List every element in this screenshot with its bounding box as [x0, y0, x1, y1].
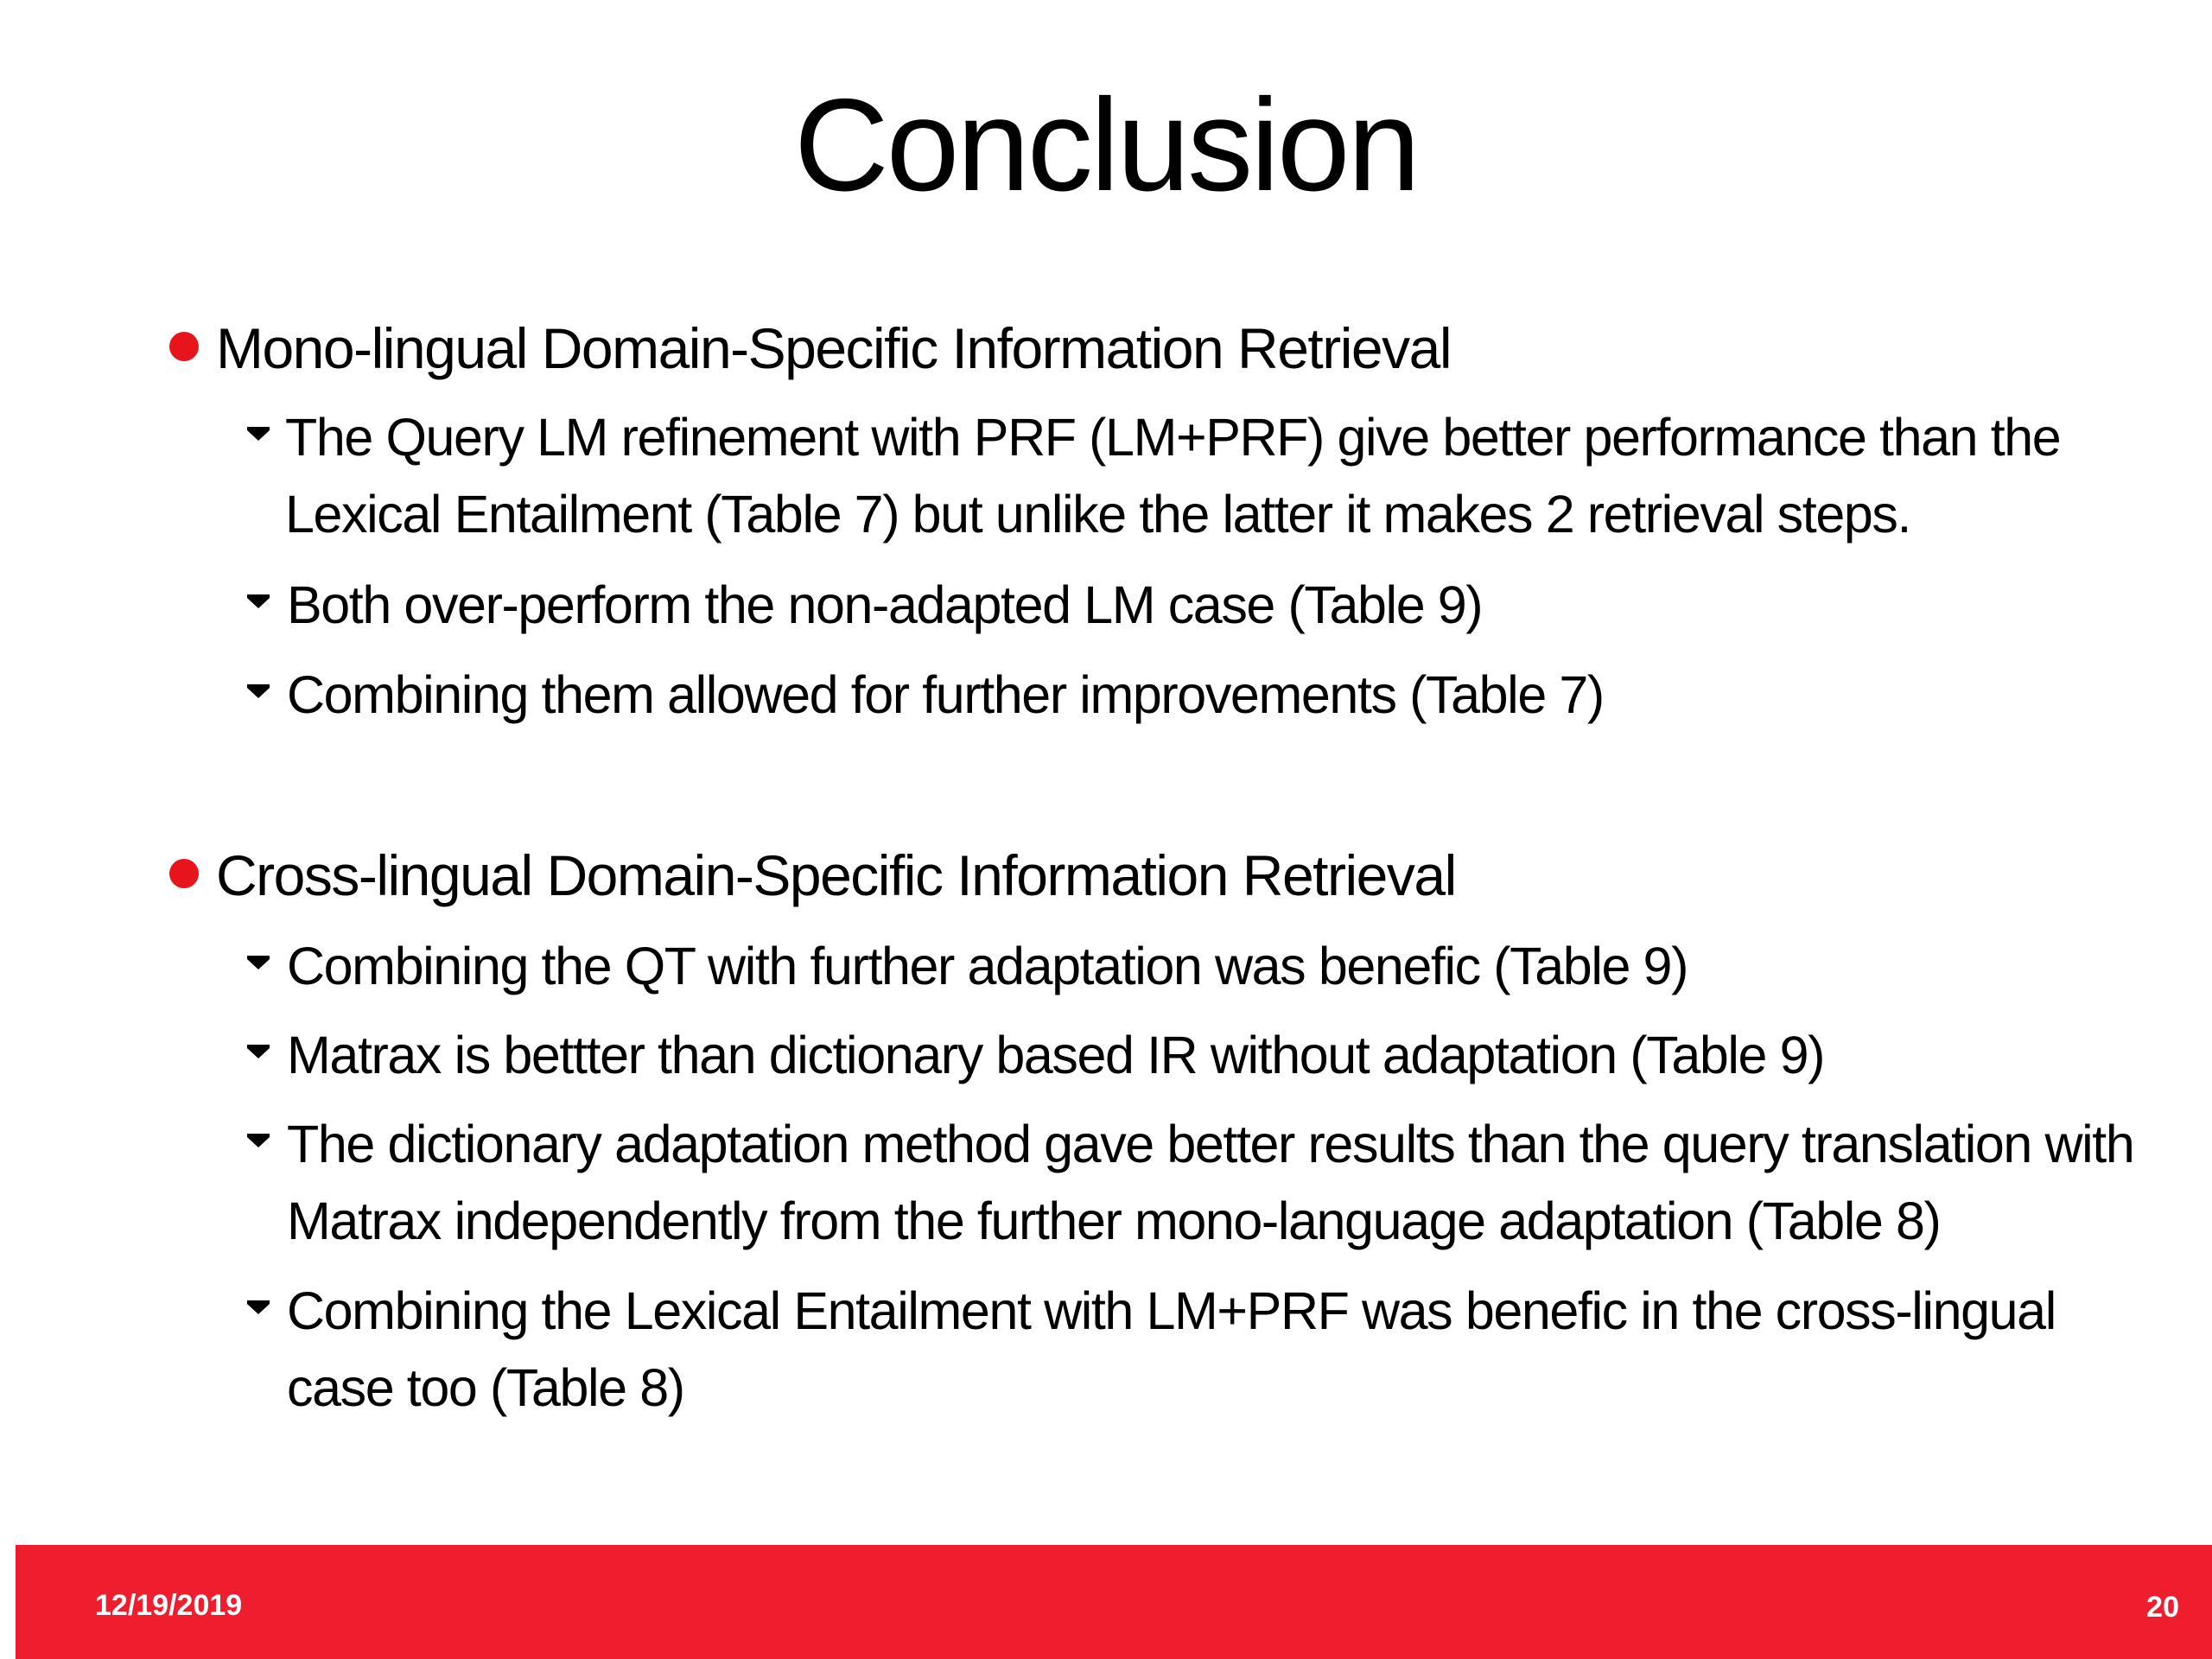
page-number: 20: [2146, 1591, 2179, 1624]
red-dot-bullet-icon: [169, 859, 199, 888]
arrow-bullet-icon: [247, 430, 270, 441]
footer-date: 12/19/2019: [95, 1589, 243, 1622]
list-item-text: The dictionary adaptation method gave better results than the query translation with Matrax independently from the further mono-language adaptation (Table 8): [287, 1115, 2134, 1250]
section-heading: Mono-lingual Domain-Specific Information Retrieval: [216, 316, 1451, 380]
section-mono-lingual: [164, 309, 2152, 387]
section-heading: Cross-lingual Domain-Specific Information Retrieval: [216, 843, 1456, 907]
list-item-text: Both over-perform the non-adapted LM case (Table 9): [287, 575, 1483, 634]
arrow-bullet-icon: [247, 1137, 270, 1147]
list-item-text: Combining the QT with further adaptation was benefic (Table 9): [287, 937, 1688, 995]
arrow-bullet-icon: [247, 1048, 270, 1058]
red-dot-bullet-icon: [169, 332, 199, 361]
section-cross-lingual: [164, 836, 2152, 914]
list-item-text: Combining them allowed for further improvements (Table 7): [287, 665, 1604, 724]
list-item-text: Combining the Lexical Entailment with LM+PRF was benefic in the cross-lingual case too (Table 8): [287, 1281, 2056, 1417]
footer-bar: [16, 1545, 2212, 1659]
arrow-bullet-icon: [247, 1304, 270, 1314]
list-item-text: The Query LM refinement with PRF (LM+PRF) give better performance than the Lexical Entailment (Table 7) but unlike the latter it makes 2 retrieval steps.: [285, 408, 2061, 543]
arrow-bullet-icon: [247, 688, 270, 698]
slide-title: Conclusion: [794, 72, 1418, 219]
arrow-bullet-icon: [247, 959, 270, 969]
arrow-bullet-icon: [247, 598, 270, 608]
list-item-text: Matrax is bettter than dictionary based IR without adaptation (Table 9): [287, 1026, 1825, 1084]
